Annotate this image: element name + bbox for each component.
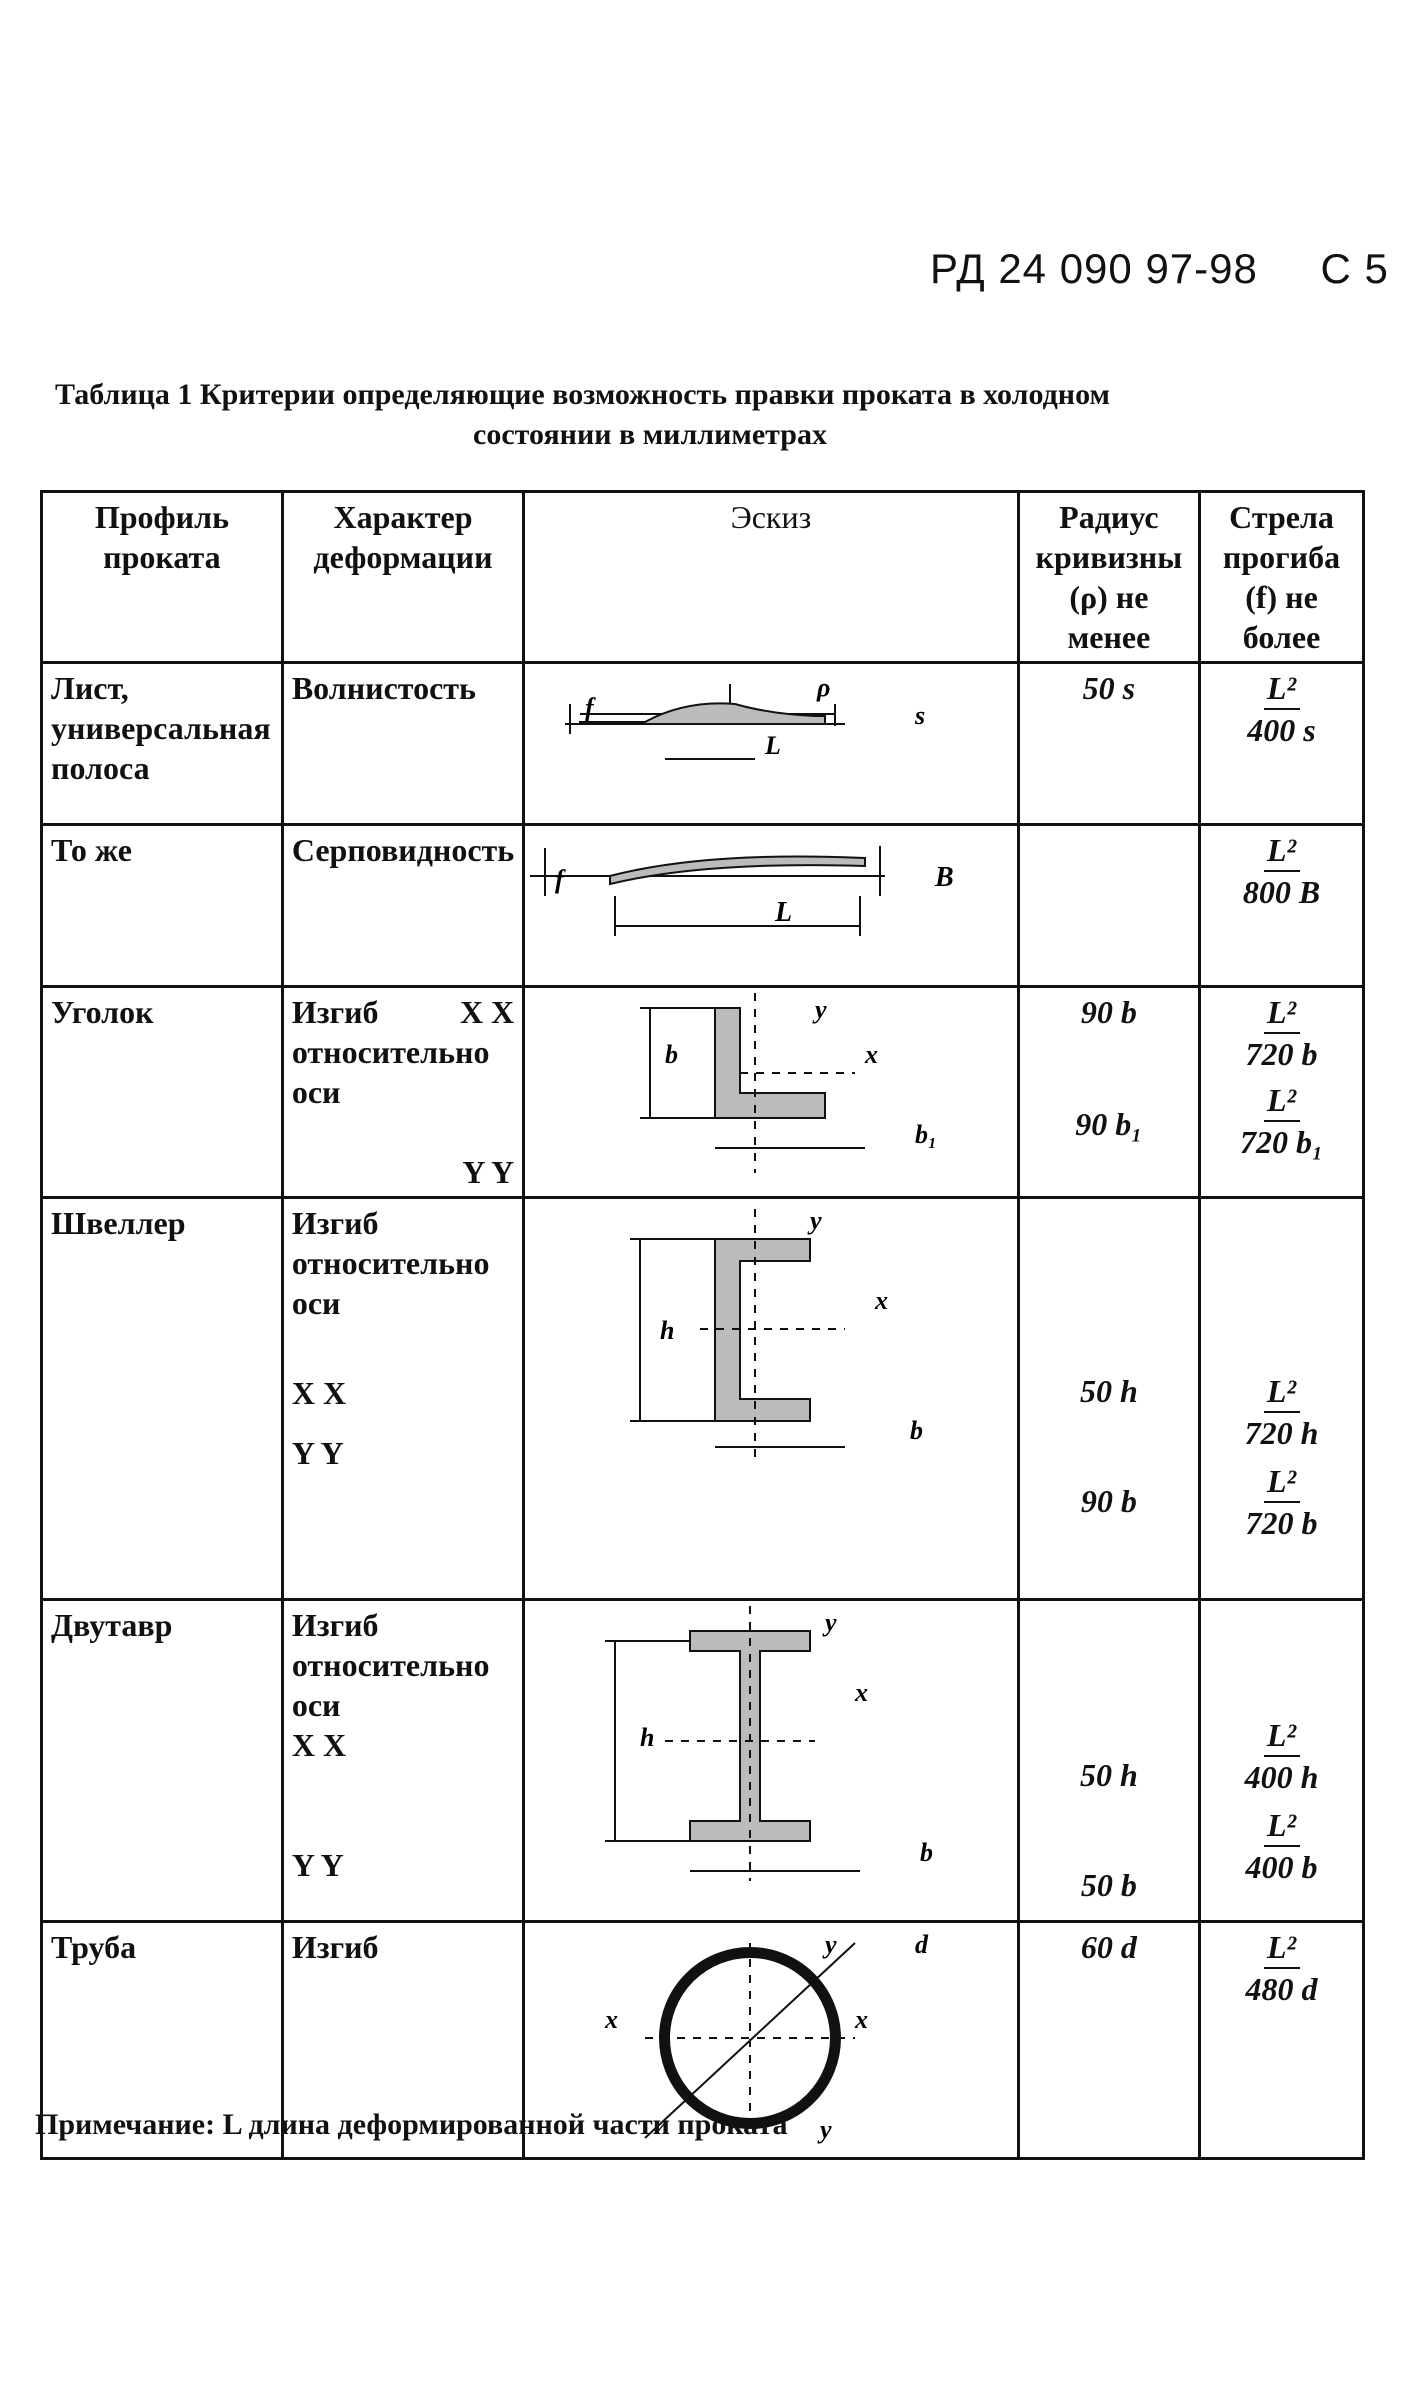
arrow-cell (1200, 1198, 1364, 1600)
table-header-row (42, 492, 1364, 663)
deformation-text: Изгиб относительно оси (291, 1205, 490, 1321)
col-header-sketch: Эскиз (524, 492, 1019, 663)
sketch-cell (524, 825, 1019, 987)
table-caption (55, 375, 1245, 455)
profile-cell: Лист, универсальная полоса (42, 663, 283, 825)
arrow-denominator: 720 b₁ (1239, 1124, 1324, 1160)
deformation-text: Изгиб относительно оси (291, 1607, 490, 1723)
axis-label: X X (291, 1727, 347, 1763)
deformation-cell (282, 1600, 523, 1922)
radius-cell (1018, 1198, 1199, 1600)
document-header (930, 245, 1389, 293)
channel-sketch (525, 1199, 1010, 1589)
page-number: С 5 (1320, 245, 1389, 292)
deformation-cell (282, 1198, 523, 1600)
arrow-denominator: 720 h (1244, 1415, 1319, 1451)
radius-cell (1018, 825, 1199, 987)
radius-value: 50 h (1079, 1373, 1138, 1409)
profile-cell: То же (42, 825, 283, 987)
arrow-numerator: L² (1264, 1080, 1300, 1122)
sheet-waviness-sketch (525, 664, 1010, 814)
radius-cell: 60 d (1018, 1922, 1199, 2159)
sketch-label-h: h (660, 1316, 675, 1345)
sketch-cell (524, 663, 1019, 825)
arrow-numerator: L² (1264, 1715, 1300, 1757)
arrow-cell (1200, 825, 1364, 987)
axis-label: Y Y (462, 1154, 515, 1190)
sketch-label-x: x (875, 1286, 889, 1315)
arrow-numerator: L² (1264, 830, 1300, 872)
col-header-profile: Профиль проката (42, 492, 283, 663)
axis-label: X X (459, 994, 515, 1030)
sketch-label-b: b (910, 1416, 924, 1445)
angle-sketch (525, 988, 1010, 1183)
radius-cell: 50 s (1018, 663, 1199, 825)
sketch-label-b: b (665, 1040, 679, 1069)
arrow-denominator: 720 b (1245, 1036, 1318, 1072)
col-header-arrow: Стрела прогиба (f) не более (1200, 492, 1364, 663)
sketch-label-y: y (815, 995, 827, 1024)
sketch-label-B: B (935, 862, 954, 893)
deformation-text: Изгиб относительно оси (291, 994, 490, 1110)
arrow-cell (1200, 987, 1364, 1198)
radius-value: 90 b (1080, 1483, 1137, 1519)
profile-cell: Двутавр (42, 1600, 283, 1922)
sketch-label-x: x (865, 1040, 879, 1069)
col-header-radius: Радиус кривизны (ρ) не менее (1018, 492, 1199, 663)
arrow-denominator: 800 B (1242, 874, 1321, 910)
arrow-denominator: 720 b (1245, 1505, 1318, 1541)
sketch-label-L: L (765, 731, 782, 760)
arrow-denominator: 400 b (1245, 1849, 1318, 1885)
table-note: Примечание: L длина деформированной части проката (35, 2108, 788, 2141)
table-row (42, 1600, 1364, 1922)
sketch-label-y: y (810, 1206, 822, 1235)
table-row (42, 1198, 1364, 1600)
radius-value: 90 b (1080, 994, 1137, 1030)
sketch-label-y: y (825, 1930, 837, 1959)
sketch-label-x: x (855, 1678, 869, 1707)
sketch-label-rho: ρ (817, 673, 831, 702)
axis-label: Y Y (291, 1847, 344, 1883)
arrow-numerator: L² (1264, 1927, 1300, 1969)
camber-sketch (525, 826, 1010, 976)
col-header-deformation: Характер деформации (282, 492, 523, 663)
radius-value: 50 h (1079, 1757, 1138, 1793)
arrow-denominator: 480 d (1245, 1971, 1318, 2007)
sketch-label-d: d (915, 1930, 929, 1959)
sketch-label-x: x (855, 2005, 869, 2034)
profile-cell: Уголок (42, 987, 283, 1198)
arrow-numerator: L² (1264, 1461, 1300, 1503)
profile-cell: Швеллер (42, 1198, 283, 1600)
profile-cell: Труба (42, 1922, 283, 2159)
sketch-cell (524, 1198, 1019, 1600)
arrow-numerator: L² (1264, 1805, 1300, 1847)
arrow-numerator: L² (1264, 992, 1300, 1034)
i-beam-sketch (525, 1601, 1010, 1911)
sketch-label-f: f (585, 693, 594, 722)
sketch-label-b1: b₁ (915, 1120, 938, 1149)
sketch-cell (524, 1600, 1019, 1922)
sketch-label-h: h (640, 1723, 655, 1752)
arrow-denominator: 400 s (1247, 712, 1316, 748)
sketch-label-x: x (605, 2005, 619, 2034)
criteria-table (40, 490, 1365, 2160)
arrow-denominator: 400 h (1244, 1759, 1319, 1795)
radius-value: 50 b (1080, 1867, 1137, 1903)
arrow-numerator: L² (1264, 1371, 1300, 1413)
radius-cell (1018, 1600, 1199, 1922)
table-row (42, 987, 1364, 1198)
axis-label: Y Y (291, 1435, 344, 1471)
sketch-label-y: y (825, 1608, 837, 1637)
table-row (42, 663, 1364, 825)
caption-line-1: Таблица 1 Критерии определяющие возможность правки проката в холодном (55, 378, 1110, 411)
radius-value: 90 b₁ (1075, 1106, 1143, 1142)
deformation-cell: Серповидность (282, 825, 523, 987)
deformation-cell: Изгиб (282, 1922, 523, 2159)
radius-cell (1018, 987, 1199, 1198)
doc-code: РД 24 090 97-98 (930, 245, 1258, 292)
sketch-label-s: s (915, 701, 926, 730)
deformation-cell (282, 987, 523, 1198)
axis-label: X X (291, 1375, 347, 1411)
sketch-cell (524, 987, 1019, 1198)
arrow-cell (1200, 663, 1364, 825)
sketch-label-L: L (775, 897, 793, 928)
sketch-label-y: y (820, 2115, 832, 2144)
deformation-cell: Волнистость (282, 663, 523, 825)
table-row (42, 825, 1364, 987)
arrow-cell (1200, 1922, 1364, 2159)
caption-line-2: состоянии в миллиметрах (473, 418, 827, 451)
arrow-numerator: L² (1264, 668, 1300, 710)
sketch-label-b: b (920, 1838, 934, 1867)
arrow-cell (1200, 1600, 1364, 1922)
sketch-label-f: f (555, 865, 564, 894)
